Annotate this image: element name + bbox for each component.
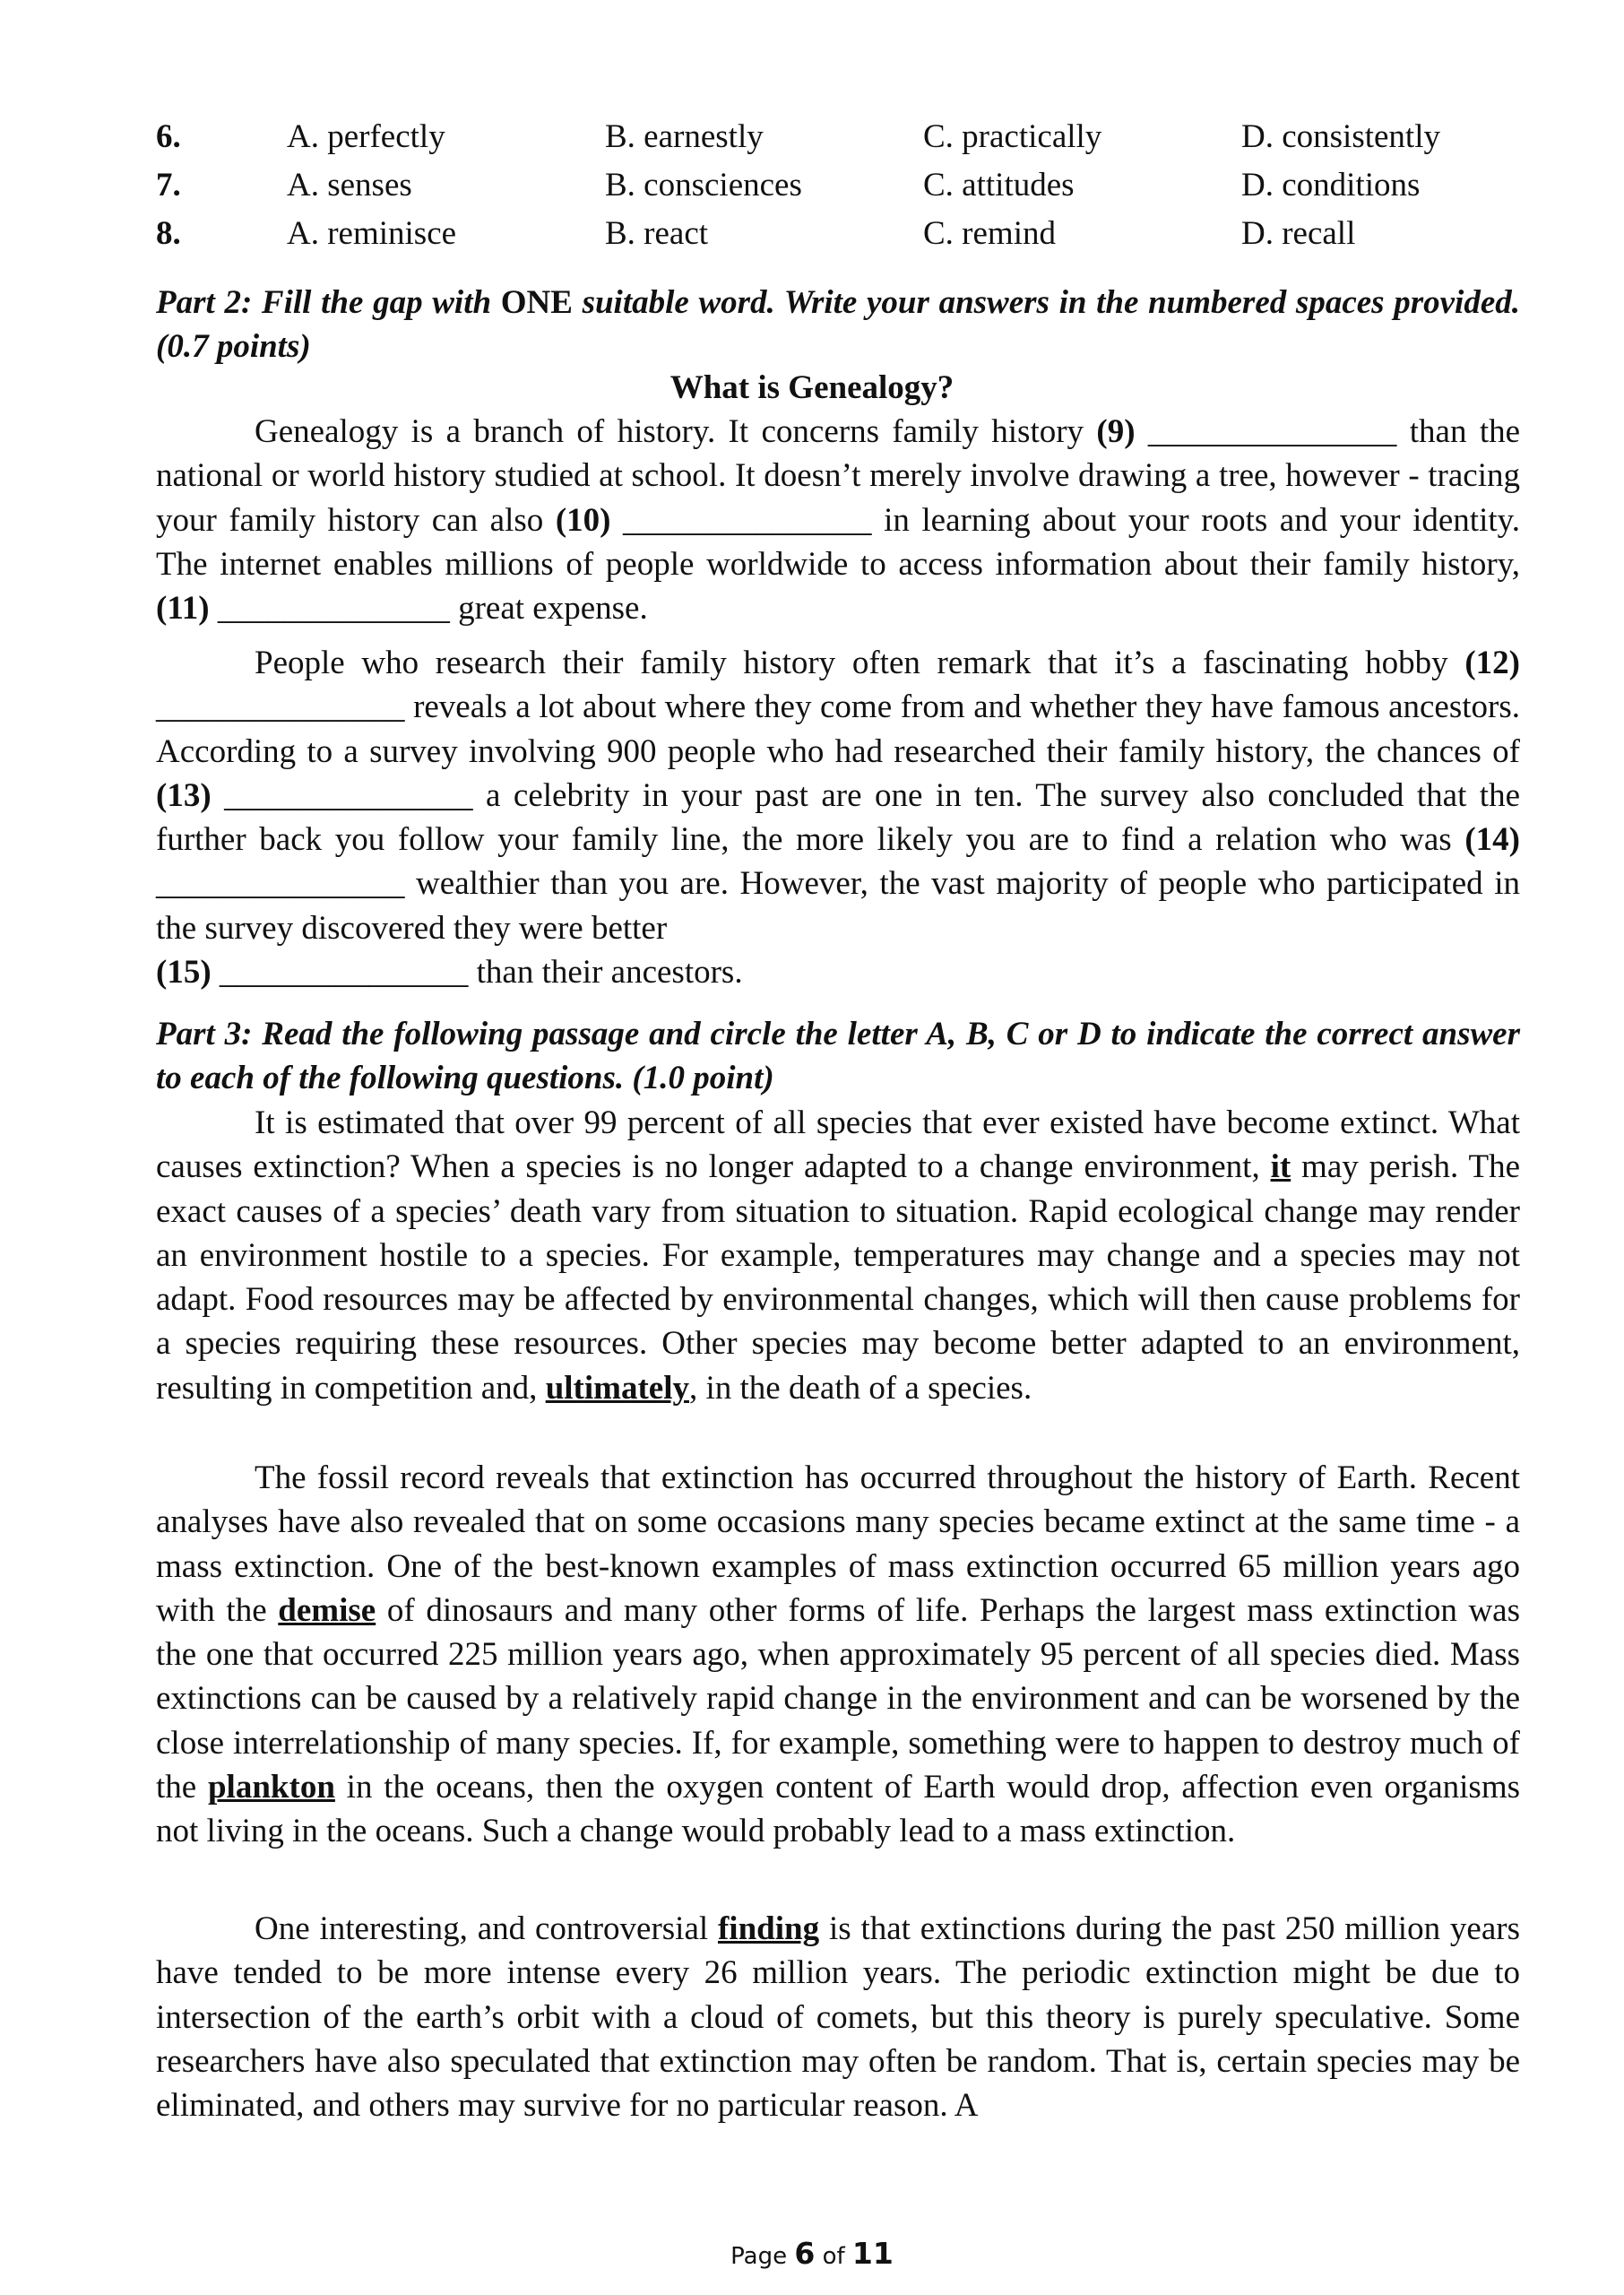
heading-emphasis: ONE [500, 284, 573, 321]
underlined-word-it: it [1270, 1148, 1291, 1186]
gap-13-blank[interactable]: _______________ [224, 776, 473, 814]
page-footer [0, 2236, 1624, 2271]
underlined-word-finding: finding [717, 1910, 820, 1947]
total-pages-number: 11 [851, 2236, 894, 2271]
gap-number-10: (10) [555, 501, 611, 539]
option-a[interactable]: A. perfectly [287, 118, 445, 155]
paragraph-text: may perish. The exact causes of a species’ death vary from situation to situation. Rapid ecological change may render an environment hostile to a species. For example, temperatures may change and a species may not adapt. Food resources may be affected by environmental changes, which will then cause problems for a species requiring these resources. Other species may become better adapted to an environment, resulting in competition and, [156, 1148, 1521, 1407]
option-b[interactable]: B. react [605, 215, 709, 252]
gap-number-15: (15) [156, 954, 212, 992]
option-c[interactable]: C. remind [923, 215, 1056, 252]
option-a[interactable]: A. reminisce [287, 215, 457, 252]
current-page-number: 6 [794, 2236, 816, 2271]
paragraph-text: One interesting, and controversial [255, 1910, 718, 1947]
reading-paragraph-3 [156, 1907, 1520, 2127]
underlined-word-plankton: plankton [207, 1769, 335, 1806]
gap-12-blank[interactable]: _______________ [156, 688, 405, 726]
underlined-word-ultimately: ultimately [545, 1369, 689, 1407]
cloze-paragraph-1 [156, 410, 1520, 630]
paragraph-text: It is estimated that over 99 percent of all species that ever existed have become extinct. What causes extinction? When a species is no longer adapted to a change environment, [156, 1104, 1520, 1186]
paragraph-text: of dinosaurs and many other forms of life. Perhaps the largest mass extinction was the one that occurred 225 million years ago, when approximately 95 percent of all species died. Mass extinctions can be caused by a relatively rapid change in the environment and can be worsened by the close interrelationship of many species. If, for example, something were to happen to destroy much of the [156, 1591, 1521, 1806]
part-3-heading: Part 3: Read the following passage and circle the letter A, B, C or D to indicate the correct answer to each of the following questions. (1.0 point) [156, 1016, 1520, 1096]
underlined-word-demise: demise [278, 1591, 376, 1629]
paragraph-text: , in the death of a species. [689, 1369, 1032, 1407]
reading-paragraph-1 [156, 1101, 1520, 1410]
gap-number-9: (9) [1096, 413, 1136, 450]
option-d[interactable]: D. consistently [1241, 118, 1440, 155]
paragraph-text: a celebrity in your past are one in ten. The survey also concluded that the further back you follow your family line, the more likely you are to find a relation who was [156, 776, 1521, 859]
question-row-6 [0, 117, 1624, 162]
gap-number-13: (13) [156, 776, 212, 814]
paragraph-text: than their ancestors. [468, 954, 743, 992]
paragraph-text: reveals a lot about where they come from and whether they have famous ancestors. According to a survey involving 900 people who had researched their family history, the chances of [156, 688, 1520, 770]
paragraph-text: Genealogy is a branch of history. It concerns family history [255, 413, 1097, 450]
gap-11-blank[interactable]: ______________ [217, 590, 450, 628]
question-number: 6. [156, 118, 181, 155]
cloze-paragraph-2 [156, 641, 1520, 994]
option-a[interactable]: A. senses [287, 167, 412, 204]
gap-number-11: (11) [156, 590, 210, 628]
question-number: 7. [156, 167, 181, 204]
question-row-8 [0, 214, 1624, 259]
gap-10-blank[interactable]: _______________ [623, 501, 872, 539]
paragraph-text: in learning about your roots and your identity. The internet enables millions of people worldwide to access information about their family history, [156, 501, 1520, 583]
paragraph-text: The fossil record reveals that extinction has occurred throughout the history of Earth. Recent analyses have also revealed that on some occasions many species became extinct at the same time - a mass extinction. One of the best-known examples of mass extinction occurred 65 million years ago with the [156, 1459, 1520, 1629]
paragraph-text: People who research their family history often remark that it’s a fascinating hobby [255, 645, 1465, 681]
reading-paragraph-2 [156, 1456, 1520, 1854]
gap-9-blank[interactable]: _______________ [1147, 413, 1397, 450]
paragraph-text: is that extinctions during the past 250 million years have tended to be more intense every 26 million years. The periodic extinction might be due to intersection of the earth’s orbit with a cloud of comets, but this theory is purely speculative. Some researchers have also speculated that extinction may often be random. That is, certain species may be eliminated, and others may survive for no particular reason. A [156, 1910, 1520, 2125]
option-b[interactable]: B. earnestly [605, 118, 764, 155]
question-number: 8. [156, 215, 181, 252]
gap-14-blank[interactable]: _______________ [156, 865, 405, 903]
paragraph-text: in the oceans, then the oxygen content of Earth would drop, affection even organisms not living in the oceans. Such a change would probably lead to a mass extinction. [156, 1769, 1520, 1850]
paragraph-text: wealthier than you are. However, the vast majority of people who participated in the survey discovered they were better [156, 865, 1520, 947]
heading-text: suitable word. Write your answers in the numbered spaces provided. (0.7 points) [156, 284, 1521, 365]
option-d[interactable]: D. conditions [1241, 167, 1421, 204]
option-d[interactable]: D. recall [1241, 215, 1356, 252]
option-c[interactable]: C. practically [923, 118, 1102, 155]
gap-number-12: (12) [1464, 645, 1520, 681]
of-label: of [822, 2243, 845, 2270]
gap-15-blank[interactable]: _______________ [219, 954, 469, 992]
option-c[interactable]: C. attitudes [923, 167, 1075, 204]
gap-number-14: (14) [1464, 821, 1520, 859]
paragraph-text: than the national or world history studied at school. It doesn’t merely involve drawing a tree, however - tracing your family history can also [156, 413, 1521, 539]
passage-title: What is Genealogy? [669, 369, 955, 406]
paragraph-text: great expense. [449, 590, 648, 628]
option-b[interactable]: B. consciences [605, 167, 802, 204]
heading-text: Part 2: Fill the gap with [156, 284, 501, 321]
page-label: Page [730, 2243, 788, 2270]
question-row-7 [0, 166, 1624, 211]
part-2-heading [156, 281, 1520, 368]
